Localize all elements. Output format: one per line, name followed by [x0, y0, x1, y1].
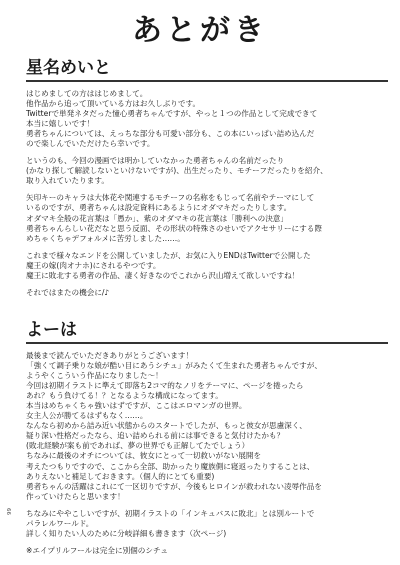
text-line: (かなり探して解読しないといけないですが)、出生だったり、モチーフだったりを紹介、	[26, 166, 328, 176]
paragraph	[26, 288, 388, 298]
text-line: 勇者ちゃんについては、えっちな部分も可愛い部分も、この本にいっぱい詰め込んだ	[26, 129, 315, 139]
text-line: ※エイプリルフールは完全に別個のシチュ	[26, 545, 168, 555]
text-line: 魔王の嫁(肉オナホ)にされるやつです。	[26, 260, 161, 270]
text-line: 詳しく知りたい人のために分岐詳細も書きます（次ページ)	[26, 528, 227, 538]
text-line: いるのですが、勇者ちゃんは設定資料にあるようにオダマキだったりします。	[26, 203, 292, 213]
text-line: 女主人公が勝てるはずもなく……。	[26, 411, 148, 421]
paragraph	[26, 89, 388, 149]
text-line: これまで様々なエンドを公開していましたが、お気に入りENDはTwitterで公開した	[26, 250, 311, 260]
text-line: なんなら初めから詰み近い状態からのスタートでしたが、もっと彼女が思慮深く、	[26, 421, 307, 431]
text-line: 取り入れていたります。	[26, 176, 109, 186]
paragraph	[26, 156, 388, 186]
text-line: パラレルワールド。	[26, 518, 94, 528]
paragraph	[26, 546, 388, 556]
text-line: 勇者ちゃんの活躍はこれにて一区切りですが、今後もヒロインが救われない凌辱作品を	[26, 481, 322, 491]
text-line: ありえないと補足しておきます。（個人的にとても重要)	[26, 471, 215, 481]
text-line: めちゃくちゃデフォルメに苦労しました……。	[26, 233, 185, 243]
page-number: 66	[5, 508, 11, 515]
section-heading: よーは	[26, 320, 388, 344]
text-line: 今回は初期イラストに準えて即落ち2コマ的なノリをテーマに、ページを捲ったら	[26, 381, 304, 391]
section-heading: 星名めいと	[26, 58, 388, 82]
text-line: 考えたつもりですので、ここから全部、助かったり魔族側に寝返ったりすることは、	[26, 461, 315, 471]
paragraph	[26, 251, 388, 281]
section-hoshina-meito	[26, 58, 388, 305]
section-body	[26, 89, 388, 298]
text-line: (敗北経験が案も前であれば、夢の世界でも正解してたでしょう）	[26, 441, 250, 451]
text-line: 最後まで読んでいただきありがとうございます！	[26, 351, 194, 360]
text-line: Twitterで単発ネタだった憧心勇者ちゃんですが、やっと１つの作品として完成できて	[26, 109, 318, 119]
text-line: 矢印キーのキャラは大体花や関連するモチーフの名称をもじって名前やテーマにして	[26, 193, 315, 203]
section-yoha	[26, 320, 388, 563]
text-line: ちなみに最後のオチについては、彼女にとって一切救いがない展開を	[26, 451, 262, 461]
text-line: 本当に嬉しいです！	[26, 119, 95, 129]
text-line: 他作品から追って頂いている方はお久しぶりです。	[26, 99, 201, 109]
text-line: はじめましての方ははじめまして。	[26, 89, 148, 98]
paragraph	[26, 193, 388, 243]
text-line: 勇者ちゃんらしい花だなと思う反面、その形状の特殊さのせいでアクセサリーにする際	[26, 223, 322, 233]
text-line: それではまたの機会に/♪	[26, 287, 110, 297]
section-body	[26, 351, 388, 556]
text-line: 本当はめちゃくちゃ強いはずですが、ここはエロマンガの世界。	[26, 401, 247, 411]
text-line: ようやくこういう作品になりました～！	[26, 371, 163, 381]
paragraph	[26, 509, 388, 539]
text-line: オダマキ全般の花言葉は「愚か」、紫のオダマキの花言葉は「勝利への決意」	[26, 213, 288, 223]
text-line: ちなみにややこしいですが、初期イラストの「インキュバスに敗北」とは別ルートで	[26, 508, 315, 518]
text-line: 疑り深い性格だったなら、追い詰められる前には事できると気付けたかも？	[26, 431, 285, 441]
text-line: ので楽しんでいただけたら幸いです。	[26, 139, 155, 149]
text-line: というのも、今回の漫画では明かしていなかった勇者ちゃんの名前だったり	[26, 156, 285, 166]
text-line: 「強くて調子乗りな娘が酷い目にあうシチュ」がみたくて生まれた勇者ちゃんですが、	[26, 361, 322, 371]
page-title: あとがき	[132, 13, 268, 48]
text-line: あれ？もう負けてる！？となるような構成になってます。	[26, 391, 223, 401]
paragraph	[26, 351, 388, 502]
text-line: 魔王に敗北する勇者の作品、凄く好きなのでこれから沢山増えて欲しいですね！	[26, 270, 300, 280]
text-line: 作っていけたらと思います！	[26, 491, 125, 501]
